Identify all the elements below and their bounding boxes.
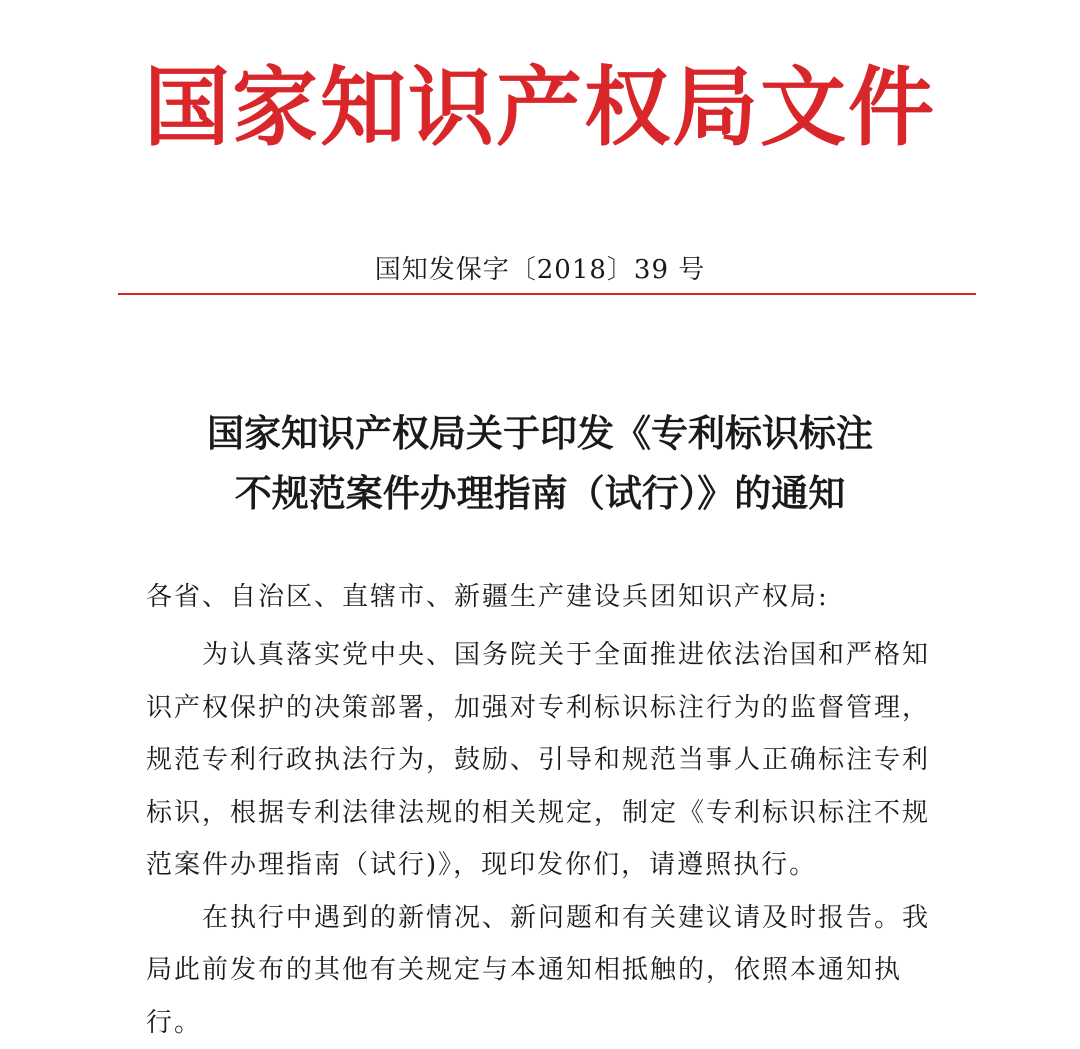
paragraph-2-line-1: 在执行中遇到的新情况、新问题和有关建议请及时报告。我 (146, 892, 946, 945)
notice-body (146, 629, 946, 1049)
paragraph-2-line-3: 行。 (146, 997, 946, 1049)
notice-title-line-1: 国家知识产权局关于印发《专利标识标注 (0, 404, 1080, 464)
notice-title-line-2: 不规范案件办理指南（试行）》的通知 (0, 464, 1080, 524)
paragraph-1-line-2: 识产权保护的决策部署，加强对专利标识标注行为的监督管理， (146, 682, 946, 735)
paragraph-1-line-3: 规范专利行政执法行为，鼓励、引导和规范当事人正确标注专利 (146, 734, 946, 787)
paragraph-1-line-4: 标识，根据专利法律法规的相关规定，制定《专利标识标注不规 (146, 787, 946, 840)
paragraph-1-line-5: 范案件办理指南（试行)》，现印发你们，请遵照执行。 (146, 839, 946, 892)
masthead-title: 国家知识产权局文件 (0, 58, 1080, 158)
notice-title (0, 404, 1080, 524)
red-divider-line (118, 293, 976, 295)
salutation: 各省、自治区、直辖市、新疆生产建设兵团知识产权局: (146, 578, 829, 616)
document-number: 国知发保字〔2018〕39 号 (0, 252, 1080, 288)
paragraph-1-line-1: 为认真落实党中央、国务院关于全面推进依法治国和严格知 (146, 629, 946, 682)
paragraph-2-line-2: 局此前发布的其他有关规定与本通知相抵触的，依照本通知执 (146, 944, 946, 997)
